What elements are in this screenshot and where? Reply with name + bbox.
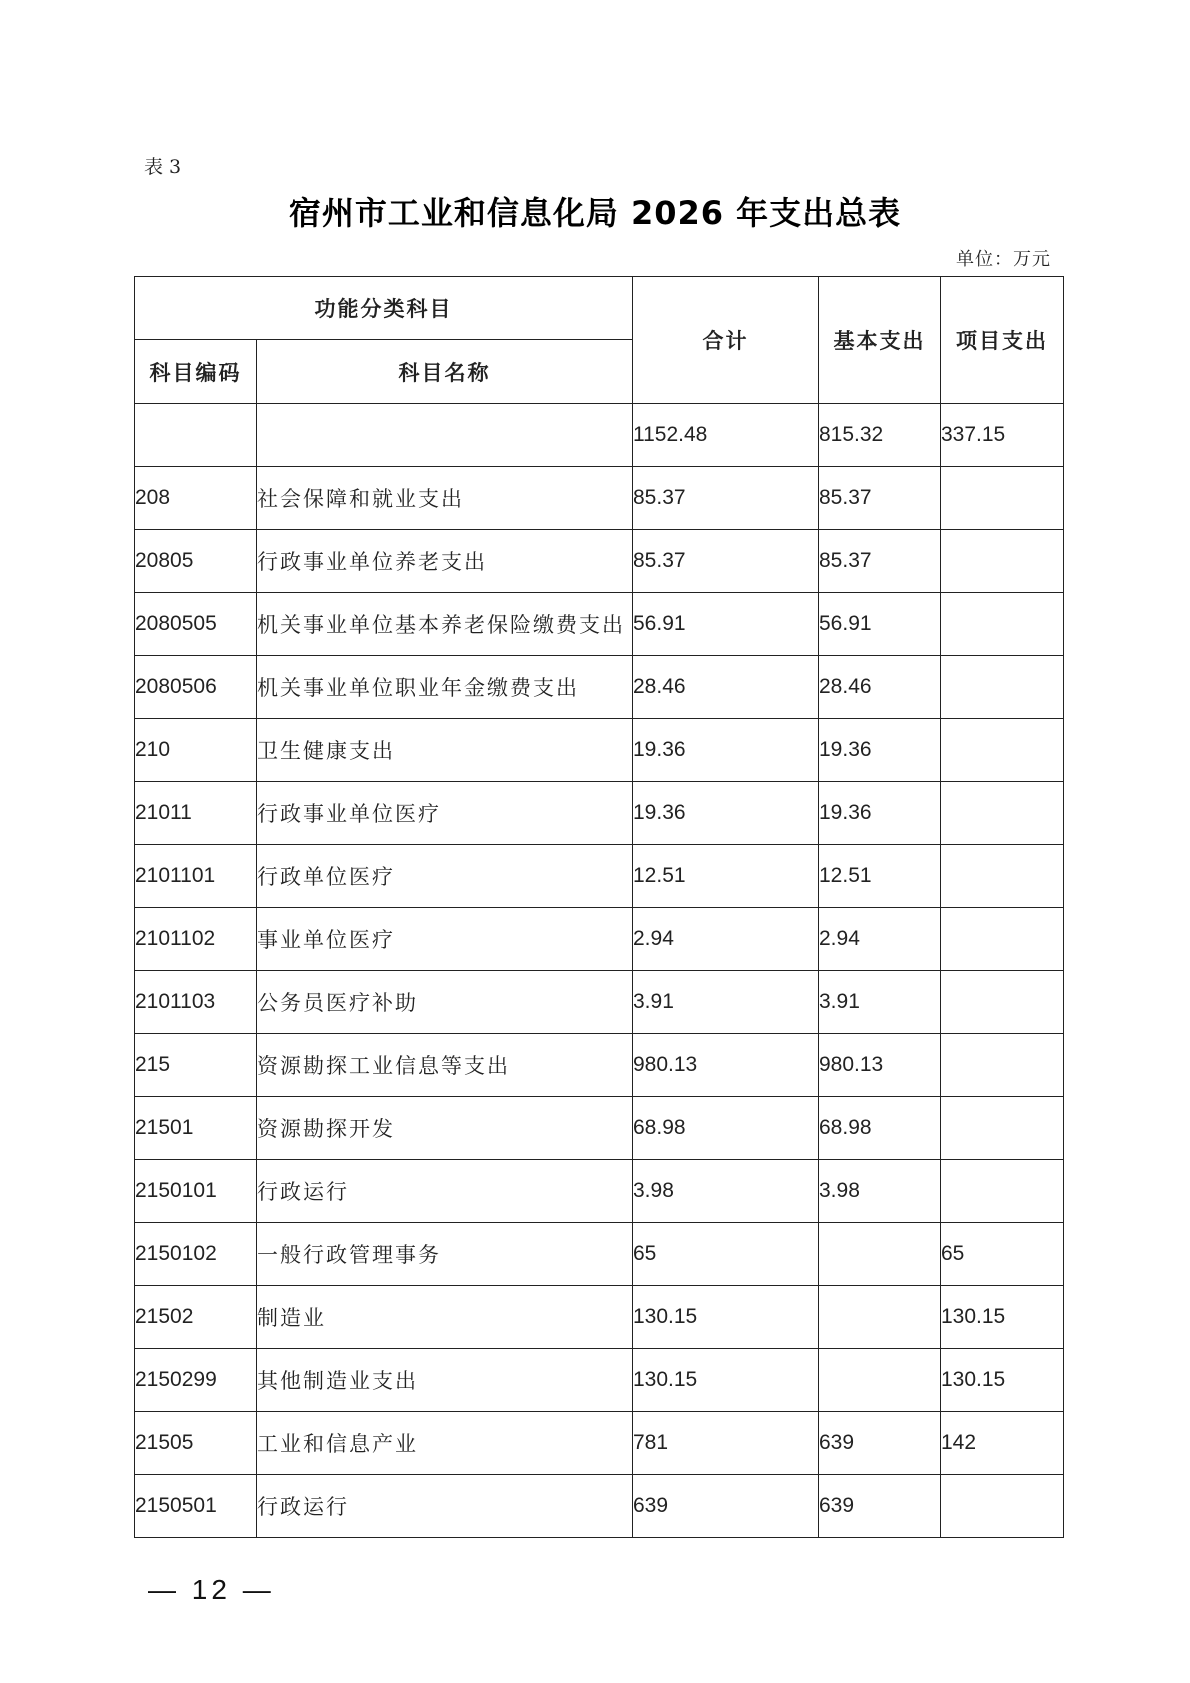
document-title: 宿州市工业和信息化局 2026 年支出总表 (288, 194, 902, 232)
project-expenditure-cell (941, 593, 1064, 656)
subject-code-cell: 2101101 (135, 845, 257, 908)
header-subject-name: 科目名称 (257, 340, 633, 404)
table-row (135, 467, 1064, 530)
subject-code-cell: 20805 (135, 530, 257, 593)
header-subject-code: 科目编码 (135, 340, 257, 404)
basic-expenditure-cell: 56.91 (819, 593, 941, 656)
total-cell: 19.36 (633, 782, 819, 845)
header-project-expenditure: 项目支出 (941, 277, 1064, 404)
basic-expenditure-cell: 3.91 (819, 971, 941, 1034)
expenditure-table (134, 276, 1064, 1538)
subject-name-cell: 工业和信息产业 (257, 1412, 633, 1475)
subject-name-cell: 行政运行 (257, 1475, 633, 1538)
basic-expenditure-cell (819, 1286, 941, 1349)
project-expenditure-cell (941, 719, 1064, 782)
subject-code-cell: 210 (135, 719, 257, 782)
subject-code-cell: 2080505 (135, 593, 257, 656)
basic-expenditure-cell: 2.94 (819, 908, 941, 971)
project-expenditure-cell (941, 1097, 1064, 1160)
subject-code-cell: 2150299 (135, 1349, 257, 1412)
subject-name-cell: 制造业 (257, 1286, 633, 1349)
subject-code-cell: 2101103 (135, 971, 257, 1034)
basic-expenditure-cell: 3.98 (819, 1160, 941, 1223)
subject-code-cell: 21011 (135, 782, 257, 845)
table-row (135, 1286, 1064, 1349)
total-cell: 2.94 (633, 908, 819, 971)
subject-code-cell: 2150501 (135, 1475, 257, 1538)
table-row (135, 845, 1064, 908)
project-expenditure-cell (941, 1034, 1064, 1097)
project-expenditure-cell (941, 656, 1064, 719)
total-cell: 1152.48 (633, 404, 819, 467)
total-cell: 639 (633, 1475, 819, 1538)
subject-code-cell: 21502 (135, 1286, 257, 1349)
subject-name-cell: 资源勘探开发 (257, 1097, 633, 1160)
table-row (135, 593, 1064, 656)
table-row (135, 530, 1064, 593)
basic-expenditure-cell: 85.37 (819, 530, 941, 593)
table-row (135, 404, 1064, 467)
subject-code-cell: 2150101 (135, 1160, 257, 1223)
basic-expenditure-cell: 980.13 (819, 1034, 941, 1097)
project-expenditure-cell: 130.15 (941, 1349, 1064, 1412)
total-cell: 980.13 (633, 1034, 819, 1097)
basic-expenditure-cell: 639 (819, 1412, 941, 1475)
table-row (135, 719, 1064, 782)
total-cell: 68.98 (633, 1097, 819, 1160)
total-cell: 3.91 (633, 971, 819, 1034)
basic-expenditure-cell: 28.46 (819, 656, 941, 719)
subject-name-cell: 资源勘探工业信息等支出 (257, 1034, 633, 1097)
table-row (135, 1097, 1064, 1160)
table-row (135, 1223, 1064, 1286)
page-number: — 12 — (148, 1574, 275, 1605)
total-cell: 130.15 (633, 1286, 819, 1349)
total-cell: 3.98 (633, 1160, 819, 1223)
basic-expenditure-cell: 12.51 (819, 845, 941, 908)
header-total: 合计 (633, 277, 819, 404)
total-cell: 781 (633, 1412, 819, 1475)
table-row (135, 782, 1064, 845)
project-expenditure-cell: 65 (941, 1223, 1064, 1286)
basic-expenditure-cell (819, 1223, 941, 1286)
table-body (135, 404, 1064, 1538)
subject-code-cell: 21505 (135, 1412, 257, 1475)
project-expenditure-cell: 130.15 (941, 1286, 1064, 1349)
project-expenditure-cell (941, 1160, 1064, 1223)
table-row (135, 971, 1064, 1034)
subject-name-cell: 行政单位医疗 (257, 845, 633, 908)
table-label: 表 3 (144, 156, 182, 178)
subject-name-cell: 一般行政管理事务 (257, 1223, 633, 1286)
project-expenditure-cell (941, 467, 1064, 530)
basic-expenditure-cell: 639 (819, 1475, 941, 1538)
subject-code-cell (135, 404, 257, 467)
basic-expenditure-cell: 19.36 (819, 719, 941, 782)
project-expenditure-cell (941, 1475, 1064, 1538)
subject-code-cell: 2080506 (135, 656, 257, 719)
basic-expenditure-cell: 85.37 (819, 467, 941, 530)
project-expenditure-cell (941, 530, 1064, 593)
basic-expenditure-cell: 68.98 (819, 1097, 941, 1160)
basic-expenditure-cell: 19.36 (819, 782, 941, 845)
table-row (135, 1160, 1064, 1223)
unit-note: 单位：万元 (956, 249, 1051, 270)
subject-name-cell: 卫生健康支出 (257, 719, 633, 782)
subject-code-cell: 208 (135, 467, 257, 530)
project-expenditure-cell (941, 782, 1064, 845)
subject-name-cell: 机关事业单位基本养老保险缴费支出 (257, 593, 633, 656)
total-cell: 28.46 (633, 656, 819, 719)
subject-code-cell: 215 (135, 1034, 257, 1097)
total-cell: 85.37 (633, 467, 819, 530)
subject-code-cell: 21501 (135, 1097, 257, 1160)
subject-name-cell: 行政事业单位养老支出 (257, 530, 633, 593)
project-expenditure-cell (941, 845, 1064, 908)
total-cell: 12.51 (633, 845, 819, 908)
table-row (135, 1349, 1064, 1412)
project-expenditure-cell (941, 971, 1064, 1034)
total-cell: 85.37 (633, 530, 819, 593)
subject-name-cell: 机关事业单位职业年金缴费支出 (257, 656, 633, 719)
subject-code-cell: 2150102 (135, 1223, 257, 1286)
subject-name-cell (257, 404, 633, 467)
subject-name-cell: 其他制造业支出 (257, 1349, 633, 1412)
total-cell: 65 (633, 1223, 819, 1286)
table-row (135, 1475, 1064, 1538)
basic-expenditure-cell: 815.32 (819, 404, 941, 467)
basic-expenditure-cell (819, 1349, 941, 1412)
total-cell: 56.91 (633, 593, 819, 656)
table-row (135, 1412, 1064, 1475)
table-row (135, 908, 1064, 971)
project-expenditure-cell (941, 908, 1064, 971)
table-row (135, 1034, 1064, 1097)
table-row (135, 656, 1064, 719)
total-cell: 19.36 (633, 719, 819, 782)
subject-name-cell: 公务员医疗补助 (257, 971, 633, 1034)
project-expenditure-cell: 142 (941, 1412, 1064, 1475)
header-function-category: 功能分类科目 (135, 277, 633, 340)
total-cell: 130.15 (633, 1349, 819, 1412)
subject-name-cell: 行政事业单位医疗 (257, 782, 633, 845)
subject-name-cell: 社会保障和就业支出 (257, 467, 633, 530)
subject-name-cell: 事业单位医疗 (257, 908, 633, 971)
project-expenditure-cell: 337.15 (941, 404, 1064, 467)
subject-name-cell: 行政运行 (257, 1160, 633, 1223)
header-basic-expenditure: 基本支出 (819, 277, 941, 404)
subject-code-cell: 2101102 (135, 908, 257, 971)
